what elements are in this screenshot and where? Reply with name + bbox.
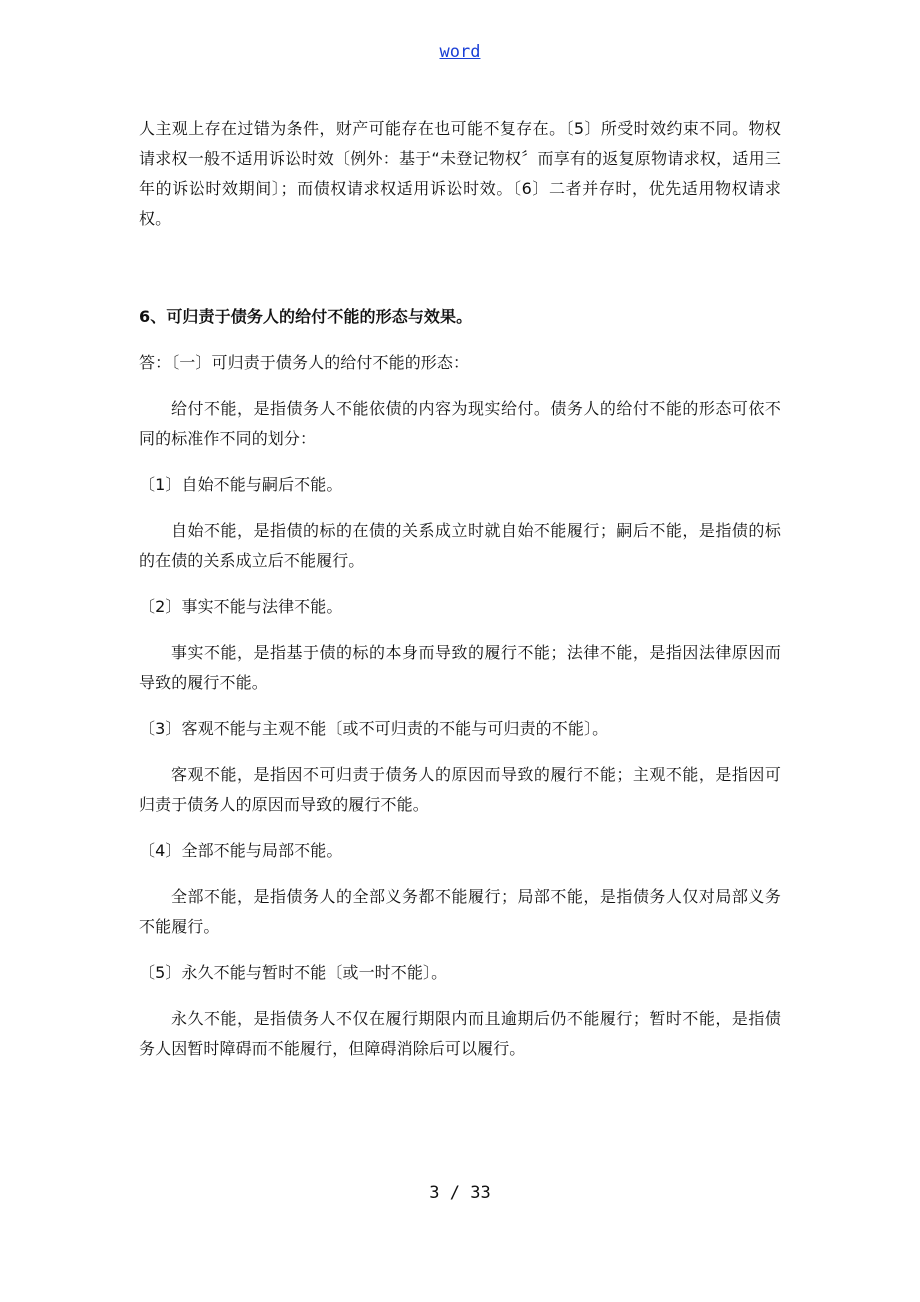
question-heading: 6、可归责于债务人的给付不能的形态与效果。: [139, 307, 473, 326]
paragraph-3: 客观不能，是指因不可归责于债务人的原因而导致的履行不能；主观不能，是指因可归责于债务人的原因而导致的履行不能。: [139, 765, 781, 814]
paragraph-2: 事实不能，是指基于债的标的本身而导致的履行不能；法律不能，是指因法律原因而导致的履行不能。: [139, 643, 781, 692]
paragraph-continuation: 人主观上存在过错为条件，财产可能存在也可能不复存在。〔5〕所受时效约束不同。物权请求权一般不适用诉讼时效〔例外：基于“未登记物权〞而享有的返复原物请求权，适用三年的诉讼时效期间〕；而债权请求权适用诉讼时效。〔6〕二者并存时，优先适用物权请求权。: [139, 119, 781, 228]
document-body: [139, 114, 781, 1064]
subheading-5: 〔5〕永久不能与暂时不能〔或一时不能〕。: [139, 963, 448, 982]
paragraph-5: 永久不能，是指债务人不仅在履行期限内而且逾期后仍不能履行；暂时不能，是指债务人因暂时障碍而不能履行，但障碍消除后可以履行。: [139, 1009, 781, 1058]
subheading-3: 〔3〕客观不能与主观不能〔或不可归责的不能与可归责的不能〕。: [139, 719, 609, 738]
subheading-4: 〔4〕全部不能与局部不能。: [139, 841, 343, 860]
page-number: 3 / 33: [429, 1183, 491, 1203]
answer-intro: 答：〔一〕可归责于债务人的给付不能的形态：: [139, 353, 470, 372]
paragraph-1: 自始不能，是指债的标的在债的关系成立时就自始不能履行；嗣后不能，是指债的标的在债的关系成立后不能履行。: [139, 521, 781, 570]
page-header: [0, 40, 920, 64]
paragraph-definition: 给付不能，是指债务人不能依债的内容为现实给付。债务人的给付不能的形态可依不同的标准作不同的划分：: [139, 399, 781, 448]
subheading-1: 〔1〕自始不能与嗣后不能。: [139, 475, 343, 494]
header-word-link[interactable]: word: [439, 42, 481, 62]
subheading-2: 〔2〕事实不能与法律不能。: [139, 597, 343, 616]
paragraph-4: 全部不能，是指债务人的全部义务都不能履行；局部不能，是指债务人仅对局部义务不能履行。: [139, 887, 781, 936]
